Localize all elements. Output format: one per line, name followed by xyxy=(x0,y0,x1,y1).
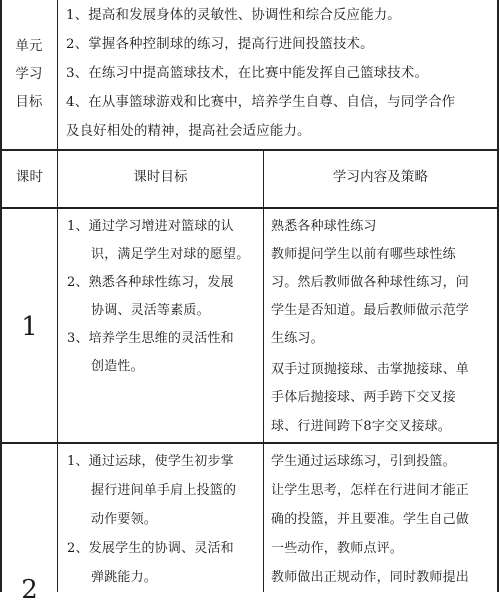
lesson-1-number: 1 xyxy=(21,312,38,342)
lesson-1-objective-line: 创造性。 xyxy=(91,359,144,374)
row-divider-lesson1 xyxy=(0,442,499,444)
col-divider-lesson-number xyxy=(57,150,58,592)
unit-label-line-1: 单元 xyxy=(15,39,43,54)
row-divider-unit xyxy=(0,149,499,151)
col-divider-unit-label xyxy=(57,0,58,150)
unit-goal-2: 2、掌握各种控制球的练习，提高行进间投篮技术。 xyxy=(66,37,374,52)
unit-goal-1: 1、提高和发展身体的灵敏性、协调性和综合反应能力。 xyxy=(66,8,401,23)
lesson-1-objective-line: 识，满足学生对球的愿望。 xyxy=(91,247,250,262)
lesson-1-content-line: 熟悉各种球性练习 xyxy=(271,219,377,234)
lesson-1-objective-line: 2、熟悉各种球性练习，发展 xyxy=(67,275,234,290)
lesson-1-objective-line: 1、通过学习增进对篮球的认 xyxy=(67,219,234,234)
header-lesson-objectives: 课时目标 xyxy=(133,170,188,185)
lesson-2-content-line: 学生通过运球练习，引到投篮。 xyxy=(271,454,456,469)
lesson-1-content-line: 教师提问学生以前有哪些球性练 xyxy=(271,247,456,262)
unit-goal-3: 3、在练习中提高篮球技术，在比赛中能发挥自己篮球技术。 xyxy=(66,66,429,81)
lesson-1-content-line: 球、行进间跨下8字交叉接球。 xyxy=(271,419,452,434)
lesson-2-objective-line: 握行进间单手肩上投篮的 xyxy=(91,483,237,498)
lesson-1-objective-line: 协调、灵活等素质。 xyxy=(91,303,210,318)
lesson-2-objective-line: 1、通过运球，使学生初步掌 xyxy=(67,454,234,469)
lesson-2-content-line: 教师做出正规动作，同时教师提出 xyxy=(271,570,470,585)
lesson-1-objective-line: 3、培养学生思维的灵活性和 xyxy=(67,331,234,346)
lesson-1-content-line: 习。然后教师做各种球性练习，问 xyxy=(271,275,470,290)
table-border-right xyxy=(497,0,499,592)
table-border-left xyxy=(0,0,2,592)
lesson-1-content-line: 生练习。 xyxy=(271,331,324,346)
lesson-2-content-line: 一些动作，教师点评。 xyxy=(271,541,404,556)
col-divider-objectives xyxy=(263,150,264,592)
lesson-2-objective-line: 动作要领。 xyxy=(91,512,158,527)
lesson-2-content-line: 让学生思考，怎样在行进间才能正 xyxy=(271,483,470,498)
header-lesson: 课时 xyxy=(15,170,44,185)
header-content-strategy: 学习内容及策略 xyxy=(332,170,429,185)
unit-label-line-2: 学习 xyxy=(15,67,43,82)
lesson-2-number: 2 xyxy=(21,575,38,605)
lesson-1-content-line: 学生是否知道。最后教师做示范学 xyxy=(271,303,470,318)
unit-goal-4-cont: 及良好相处的精神，提高社会适应能力。 xyxy=(66,124,311,139)
unit-goal-4: 4、在从事篮球游戏和比赛中，培养学生自尊、自信，与同学合作 xyxy=(66,95,456,110)
lesson-2-objective-line: 2、发展学生的协调、灵活和 xyxy=(67,541,234,556)
lesson-2-content-line: 确的投篮，并且要准。学生自己做 xyxy=(271,512,470,527)
unit-label-line-3: 目标 xyxy=(15,95,43,110)
lesson-1-content-line: 双手过顶抛接球、击掌抛接球、单 xyxy=(271,362,470,377)
lesson-2-objective-line: 弹跳能力。 xyxy=(91,570,158,585)
lesson-1-content-line: 手体后抛接球、两手跨下交叉接 xyxy=(271,390,456,405)
row-divider-header xyxy=(0,207,499,209)
